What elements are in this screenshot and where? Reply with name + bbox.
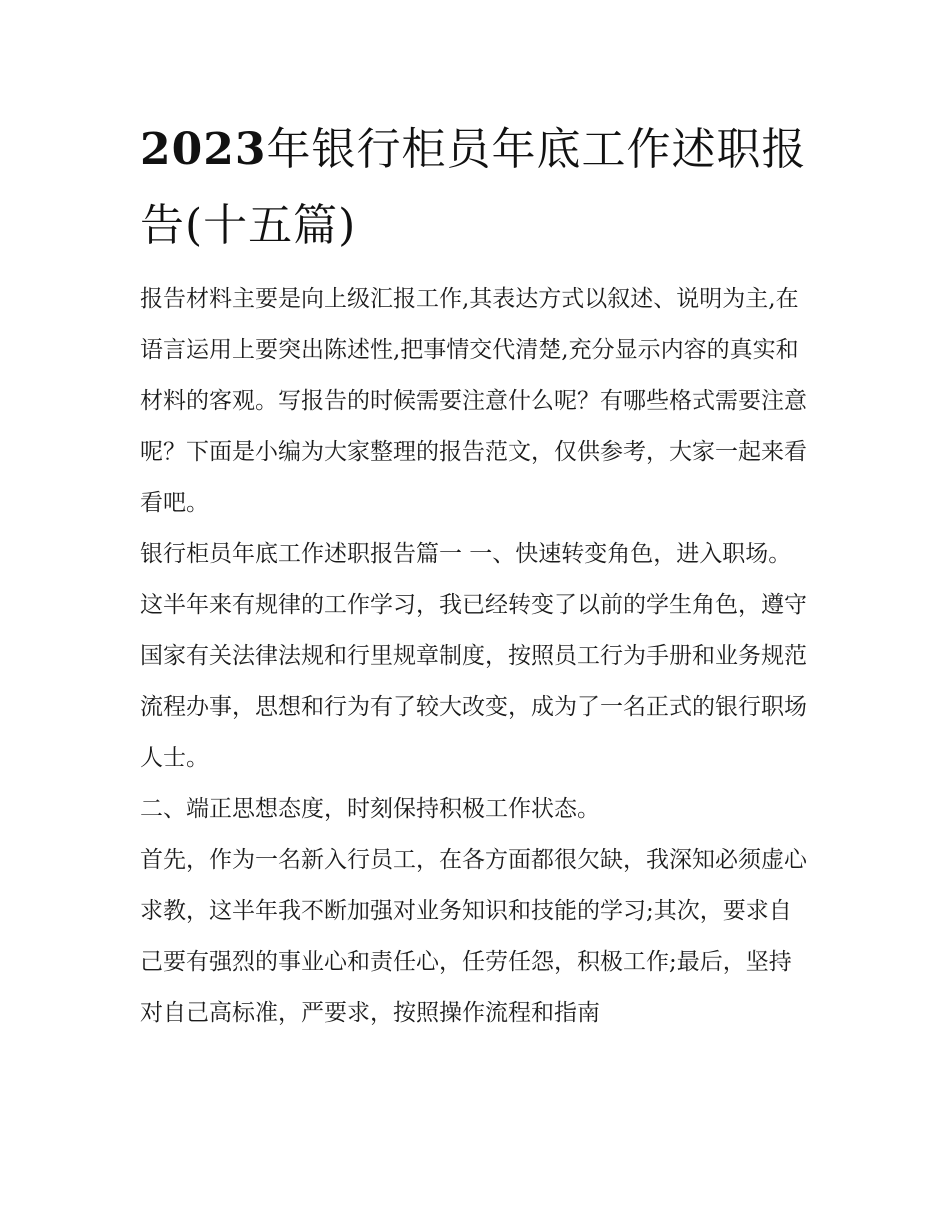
paragraph-intro: 报告材料主要是向上级汇报工作,其表达方式以叙述、说明为主,在语言运用上要突出陈述性,把事情交代清楚,充分显示内容的真实和材料的客观。写报告的时候需要注意什么呢？有哪些格式需要注意呢？下面是小编为大家整理的报告范文，仅供参考，大家一起来看看吧。: [140, 286, 807, 516]
paragraph-section-1-body: 这半年来有规律的工作学习，我已经转变了以前的学生角色，遵守国家有关法律法规和行里规章制度，按照员工行为手册和业务规范流程办事，思想和行为有了较大改变，成为了一名正式的银行职场人士。: [140, 592, 807, 771]
paragraph-section-2-body: 首先，作为一名新入行员工，在各方面都很欠缺，我深知必须虚心求教，这半年我不断加强对业务知识和技能的学习;其次，要求自己要有强烈的事业心和责任心，任劳任怨，积极工作;最后，坚持对自己高标准，严要求，按照操作流程和指南: [140, 847, 807, 1026]
document-title: [140, 112, 820, 264]
title-text: 年银行柜员年底工作述职报告(十五篇): [140, 124, 807, 251]
paragraph-section-1-heading: 银行柜员年底工作述职报告篇一 一、快速转变角色，进入职场。: [140, 541, 792, 567]
paragraph-section-2-heading: 二、端正思想态度，时刻保持积极工作状态。: [140, 796, 600, 822]
title-year: 2023: [140, 124, 267, 175]
document-body: [140, 274, 812, 1039]
